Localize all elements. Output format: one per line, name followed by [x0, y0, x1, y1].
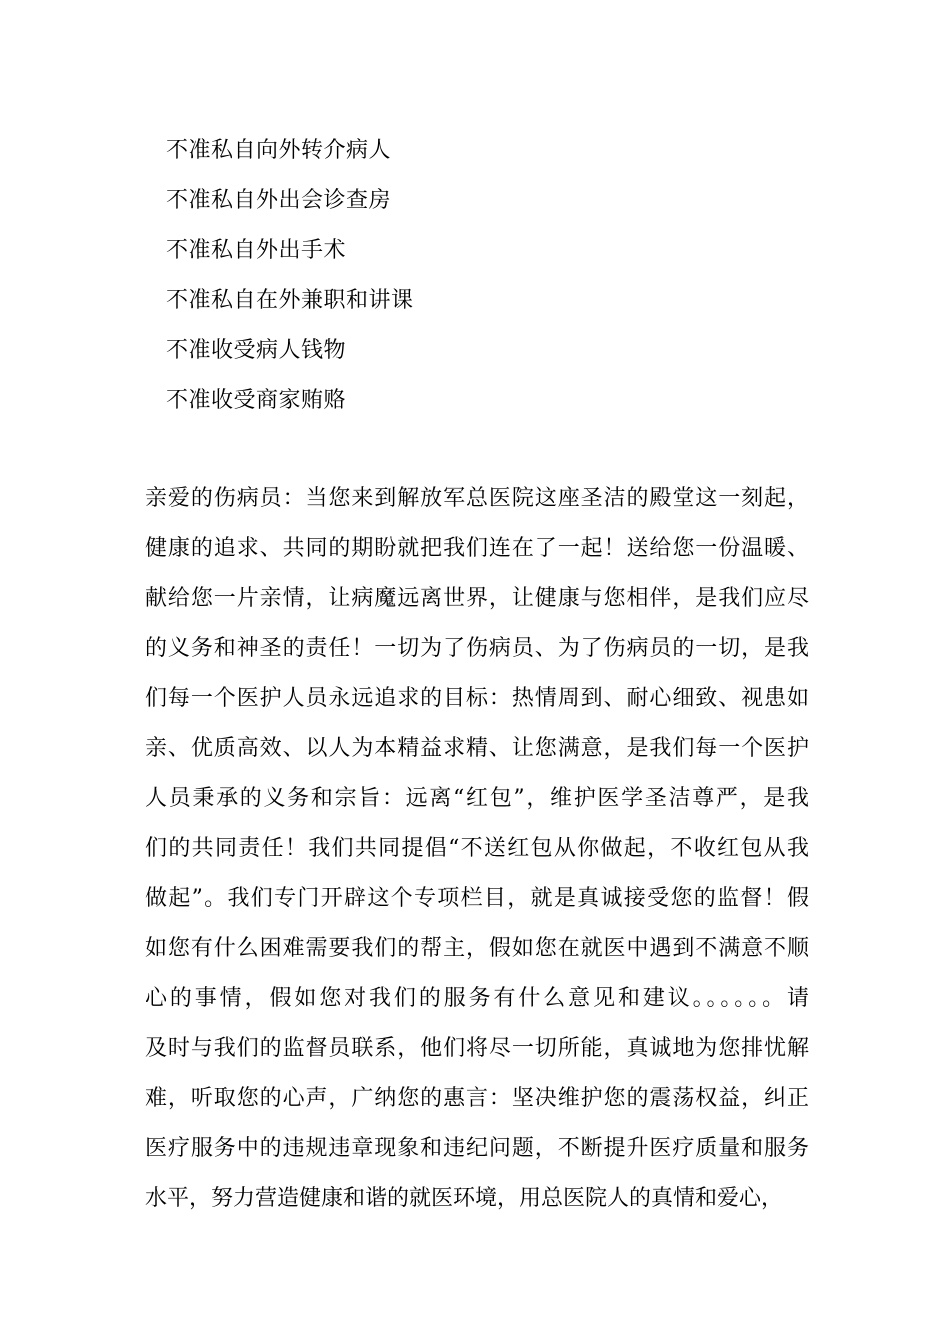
rule-item: 不准收受病人钱物 — [166, 338, 347, 363]
letter-line: 如您有什么困难需要我们的帮主，假如您在就医中遇到不满意不顺 — [145, 936, 809, 961]
rule-item: 不准收受商家贿赂 — [166, 388, 347, 413]
letter-line: 医疗服务中的违规违章现象和违纪问题，不断提升医疗质量和服务 — [145, 1136, 809, 1161]
letter-line: 做起”。我们专门开辟这个专项栏目，就是真诚接受您的监督！假 — [145, 886, 809, 911]
rule-item: 不准私自外出手术 — [166, 238, 347, 263]
letter-line: 亲、优质高效、以人为本精益求精、让您满意，是我们每一个医护 — [145, 736, 809, 761]
rule-item: 不准私自在外兼职和讲课 — [166, 288, 414, 313]
rule-item: 不准私自外出会诊查房 — [166, 188, 392, 213]
letter-line: 难，听取您的心声，广纳您的惠言：坚决维护您的震荡权益，纠正 — [145, 1086, 809, 1111]
letter-line: 亲爱的伤病员：当您来到解放军总医院这座圣洁的殿堂这一刻起， — [145, 486, 809, 511]
letter-line: 们每一个医护人员永远追求的目标：热情周到、耐心细致、视患如 — [145, 686, 809, 711]
letter-line: 健康的追求、共同的期盼就把我们连在了一起！送给您一份温暖、 — [145, 536, 809, 561]
rules-list — [166, 134, 414, 434]
letter-line: 们的共同责任！我们共同提倡“不送红包从你做起，不收红包从我 — [145, 836, 809, 861]
letter-line: 的义务和神圣的责任！一切为了伤病员、为了伤病员的一切，是我 — [145, 636, 809, 661]
letter-line: 水平，努力营造健康和谐的就医环境，用总医院人的真情和爱心， — [145, 1186, 784, 1211]
letter-line: 人员秉承的义务和宗旨：远离“红包”，维护医学圣洁尊严，是我 — [145, 786, 809, 811]
rule-item: 不准私自向外转介病人 — [166, 138, 392, 163]
letter-line: 献给您一片亲情，让病魔远离世界，让健康与您相伴，是我们应尽 — [145, 586, 809, 611]
letter-paragraph — [145, 481, 809, 1231]
letter-line: 及时与我们的监督员联系，他们将尽一切所能，真诚地为您排忧解 — [145, 1036, 809, 1061]
letter-line: 心的事情，假如您对我们的服务有什么意见和建议。。。。。。请 — [145, 986, 809, 1011]
